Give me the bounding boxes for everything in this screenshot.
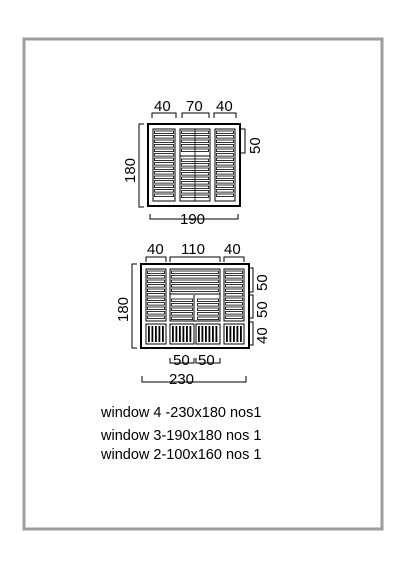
note-window-4: window 4 -230x180 nos1 [101, 405, 262, 421]
window-4-dim-right: 40 [224, 241, 241, 258]
window-4-dim-side-top: 50 [254, 274, 271, 291]
window-4-dim-bottom-b: 50 [198, 352, 215, 369]
window-4-louvre-slat [148, 303, 165, 306]
window-4-louvre-slat [148, 298, 165, 301]
window-4-vent-bar [216, 326, 218, 342]
window-3-louvre-slat [217, 131, 234, 134]
window-4-louvre-slat [148, 280, 165, 283]
window-4-vent-bar [176, 326, 178, 342]
window-4-dim-side-mid: 50 [254, 301, 271, 318]
window-4-louvre-slat [198, 304, 219, 307]
window-3-louvre-slat [217, 176, 234, 179]
window-4-vent-bar [186, 326, 188, 342]
window-4-vent-bar [230, 326, 232, 342]
window-4-louvres [148, 271, 243, 320]
window-4-louvre-slat [226, 303, 243, 306]
window-3-dim-height: 180 [122, 157, 139, 183]
window-3-dim-side: 50 [247, 137, 264, 154]
note-window-2: window 2-100x160 nos 1 [101, 447, 262, 463]
window-4-vent-bar [198, 326, 200, 342]
window-3-louvre-slat [155, 163, 174, 166]
window-3-louvre-slat [217, 140, 234, 143]
window-4-dim-height: 180 [115, 296, 132, 322]
window-4-louvre-slat [172, 271, 219, 274]
window-3-louvre-slat [155, 176, 174, 179]
window-4-louvre-slat [226, 280, 243, 283]
window-4-vent-bar [179, 326, 181, 342]
window-4-louvre-slat [198, 299, 219, 302]
window-4-vent-bar [209, 326, 211, 342]
window-4-louvre-slat [226, 271, 243, 274]
window-4-vent-bar [152, 326, 154, 342]
window-3-louvre-slat [217, 194, 234, 197]
window-4-louvre-slat [172, 299, 193, 302]
window-4-louvre-slat [172, 304, 193, 307]
window-4-louvre-slat [148, 276, 165, 279]
note-window-3: window 3-190x180 nos 1 [101, 428, 262, 444]
window-4-dim-width: 230 [169, 371, 195, 388]
window-3-louvre-slat [155, 181, 174, 184]
window-3-louvre-slat [217, 149, 234, 152]
window-3-louvre-slat [217, 145, 234, 148]
window-4-louvre-slat [226, 276, 243, 279]
window-4-vent-bar [226, 326, 228, 342]
window-3-louvre-slat [217, 158, 234, 161]
window-4-louvre-slat [172, 317, 193, 320]
window-3-louvre-slat [155, 154, 174, 157]
window-4-vent-bar [159, 326, 161, 342]
window-3-louvre-slat [155, 167, 174, 170]
window-4-dim-middle: 110 [181, 241, 205, 258]
window-3-dim-width: 190 [180, 211, 206, 228]
window-4-louvre-slat [148, 294, 165, 297]
window-3-louvre-slat [217, 190, 234, 193]
window-3-louvre-slat [155, 158, 174, 161]
window-4-louvre-slat [198, 317, 219, 320]
window-3-louvre-slat [155, 140, 174, 143]
window-4-louvre-slat [226, 285, 243, 288]
window-4-vent-row [146, 324, 244, 344]
window-4-louvre-slat [148, 285, 165, 288]
window-4-vent-bar [172, 326, 174, 342]
window-4-vent-bar [190, 326, 192, 342]
window-4-frame [141, 264, 249, 348]
window-3-drawing [122, 98, 264, 228]
window-4-louvre-slat [226, 289, 243, 292]
window-4-louvre-slat [148, 271, 165, 274]
window-3-louvre-slat [217, 185, 234, 188]
window-4-dim-side-bottom: 40 [254, 327, 271, 344]
window-4-panel-left [146, 269, 166, 321]
window-4-louvre-slat [148, 307, 165, 310]
window-4-vent-bar [162, 326, 164, 342]
window-4-panel-right [224, 269, 244, 321]
window-4-louvre-slat [172, 308, 193, 311]
window-4-louvre-slat [172, 285, 219, 288]
window-4-height-dimension-line [132, 264, 137, 348]
window-3-louvre-slat [155, 131, 174, 134]
window-3-louvre-slat [217, 181, 234, 184]
window-4-vent-bar [212, 326, 214, 342]
window-4-louvre-slat [226, 298, 243, 301]
window-4-louvre-slat [226, 294, 243, 297]
window-3-louvre-slat [217, 136, 234, 139]
window-4-dim-left: 40 [147, 241, 164, 258]
window-4-vent-bar [237, 326, 239, 342]
window-4-vent-bar [233, 326, 235, 342]
window-3-louvre-slat [217, 172, 234, 175]
window-3-louvre-slat [155, 185, 174, 188]
window-4-vent-bar [155, 326, 157, 342]
window-3-height-dimension-line [139, 124, 144, 207]
window-4-drawing [115, 241, 271, 388]
window-4-louvre-slat [172, 313, 193, 316]
window-3-louvre-slat [155, 194, 174, 197]
window-3-dim-middle: 70 [186, 98, 203, 115]
window-3-louvre-slat [217, 167, 234, 170]
window-3-louvre-slat [155, 172, 174, 175]
window-4-vent-bar [148, 326, 150, 342]
window-4-louvre-slat [172, 276, 219, 279]
window-3-louvre-slat [155, 190, 174, 193]
window-4-vent-bar [240, 326, 242, 342]
window-4-louvre-slat [172, 289, 219, 292]
window-4-vent-bar [202, 326, 204, 342]
window-4-louvre-slat [226, 307, 243, 310]
window-4-louvre-slat [148, 289, 165, 292]
window-3-louvres [155, 129, 234, 201]
window-4-louvre-slat [226, 316, 243, 319]
window-4-panel-middle [170, 269, 220, 321]
window-4-louvre-slat [148, 316, 165, 319]
window-3-louvre-slat [155, 149, 174, 152]
window-3-louvre-slat [155, 136, 174, 139]
window-3-louvre-slat [217, 163, 234, 166]
window-4-dim-bottom-a: 50 [173, 352, 190, 369]
window-4-vent-bar [183, 326, 185, 342]
window-4-louvre-slat [148, 312, 165, 315]
window-3-louvre-slat [155, 145, 174, 148]
window-3-louvre-slat [217, 154, 234, 157]
window-4-louvre-slat [172, 280, 219, 283]
window-3-dim-right: 40 [216, 98, 233, 115]
window-4-vent-bar [205, 326, 207, 342]
window-4-louvre-slat [198, 308, 219, 311]
window-3-dim-left: 40 [154, 98, 171, 115]
window-4-louvre-slat [198, 313, 219, 316]
window-4-louvre-slat [226, 312, 243, 315]
